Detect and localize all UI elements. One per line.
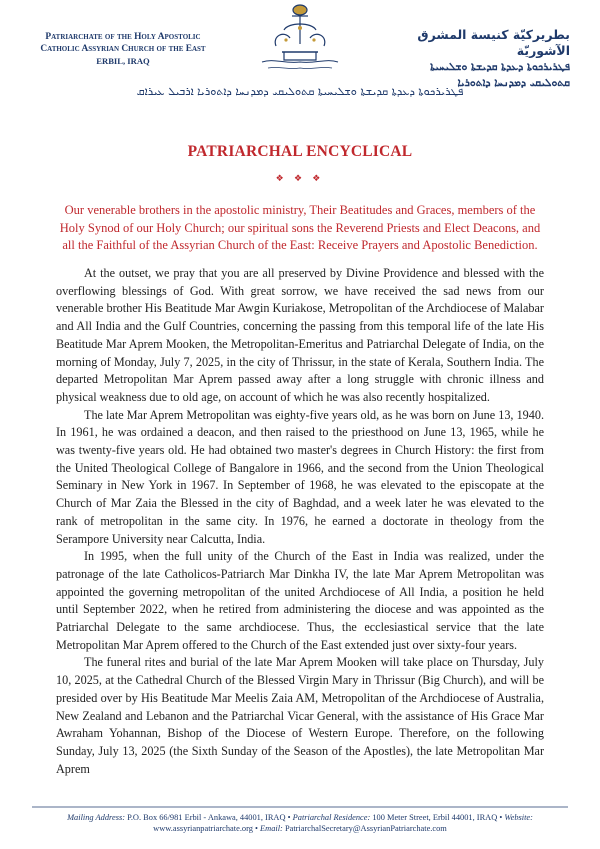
header-left-line1: Patriarchate of the Holy Apostolic [45, 32, 201, 42]
residence-address: 100 Meter Street, Erbil 44001, IRAQ [372, 813, 498, 822]
encyclical-body [56, 265, 544, 778]
header-left-line2: Catholic Assyrian Church of the East [40, 44, 206, 54]
patriarchate-name-english [28, 31, 218, 67]
syriac-script-band [28, 82, 572, 100]
website-label: Website: [504, 813, 533, 822]
body-paragraph: The funeral rites and burial of the late Mar Aprem Mooken will take place on Thursday, July 10, 2025, at the Cathedral Church of the Blessed Virgin Mary in Thrissur (Big Church), and will be presided over by His Beatitude Mar Meelis Zaia AM, Metropolitan of the Archdiocese of Australia, New Zealand and Lebanon and the Patriarchal Vicar General, with the assistance of His Grace Mar Awraham Yohannan, Bishop of the Diocese of Western Europe. Therefore, on the following Sunday, July 13, 2025 (the Sixth Sunday of the Season of the Apostles), the late Metropolitan Mar Aprem [56, 655, 544, 776]
header-right-line1: بطريركيّة كنيسة المشرق الآشوريّة [417, 27, 570, 58]
website-link[interactable]: www.assyrianpatriarchate.org [153, 824, 253, 833]
header-right-line2: ܦܛܪܝܪܟܘܬܐ ܕܥܕܬܐ ܩܕܝܫܬܐ ܘܫܠܝܚܝܬܐ ܩܬܘܠܝܩܝ ܕܡܕܢܚܐ ܕܐܬܘܪܝܐ [430, 61, 570, 89]
email-label: Email: [260, 824, 283, 833]
footer-contact: Mailing Address: P.O. Box 66/981 Erbil - Ankawa, 44001, IRAQ • Patriarchal Residence: 100 Meter Street, Erbil 44001, IRAQ • Website: www.assyrianpatriarchate.org • Email: PatriarchalSecretary@AssyrianPatriarchate.com [67, 813, 533, 833]
residence-label: Patriarchal Residence: [292, 813, 371, 822]
mailing-address: P.O. Box 66/981 Erbil - Ankawa, 44001, IRAQ [127, 813, 286, 822]
page-title: PATRIARCHAL ENCYCLICAL [187, 143, 413, 160]
header-left-line3: ERBIL, IRAQ [96, 56, 150, 66]
salutation: Our venerable brothers in the apostolic ministry, Their Beatitudes and Graces, members of the Holy Synod of our Holy Church; our spiritual sons the Reverend Priests and Elect Deacons, and all the Faithful of the Assyrian Church of the East: Receive Prayers and Apostolic Benediction. [59, 203, 541, 253]
patriarchate-emblem-icon [254, 0, 346, 78]
body-paragraph: In 1995, when the full unity of the Church of the East in India was realized, under the patronage of the late Catholicos-Patriarch Mar Dinkha IV, the late Mar Aprem Metropolitan was appointed the governing metropolitan of the united Archdiocese of All India, a position he held until September 2022, when he retired from administering the diocese and was appointed as the Patriarchal Delegate to the same archdiocese. Thus, the ecclesiastical service that the late Metropolitan Mar Aprem offered to the Church of the East extended just over sixty-four years. [56, 549, 544, 652]
body-paragraph: At the outset, we pray that you are all preserved by Divine Providence and blessed with the overflowing blessings of God. With great sorrow, we have received the sad news from our venerable brother His Beatitude Mar Awgin Kuriakose, Metropolitan of the Archdiocese of Malabar and All India and the Gulf Countries, concerning the passing from this temporal life of the late His Beatitude Mar Aprem Mooken, the Metropolitan-Emeritus and Patriarchal Delegate of India, on the morning of Monday, July 7, 2025, in the city of Thrissur, in the state of Kerala, Southern India. The departed Metropolitan Mar Aprem passed away after a long struggle with chronic illness and physical weakness due to old age, on account of which he was also recently hospitalized. [56, 266, 544, 404]
title-ornament: ❖ ❖ ❖ [275, 173, 325, 183]
syriac-band-text: ܦܛܪܝܪܟܘܬܐ ܕܥܕܬܐ ܩܕܝܫܬܐ ܘܫܠܝܚܝܬܐ ܩܬܘܠܝܩܝ ܕܡܕܢܚܐ ܕܐܬܘܪܝܐ ܐܪܒܝܠ ܥܝܪܐܩ [136, 85, 464, 98]
email-link[interactable]: PatriarchalSecretary@AssyrianPatriarchate.com [284, 824, 447, 833]
body-paragraph: The late Mar Aprem Metropolitan was eighty-five years old, as he was born on June 13, 1940. In 1961, he was ordained a deacon, and then raised to the priesthood on June 13, 1965, while he was twenty-five years old. He had obtained two master's degrees in Church History: the first from the United Theological College of Bangalore in 1966, and the second from the Union Theological Seminary in New York in 1967. In September of 1968, he was elevated to the episcopate at the Church of Mar Zaia the Blessed in the city of Baghdad, and a week later he was elevated to the rank of metropolitan in the same city. In 1976, he earned a doctorate in theology from the Serampore University near Calcutta, India. [56, 407, 544, 546]
mailing-label: Mailing Address: [67, 813, 126, 822]
